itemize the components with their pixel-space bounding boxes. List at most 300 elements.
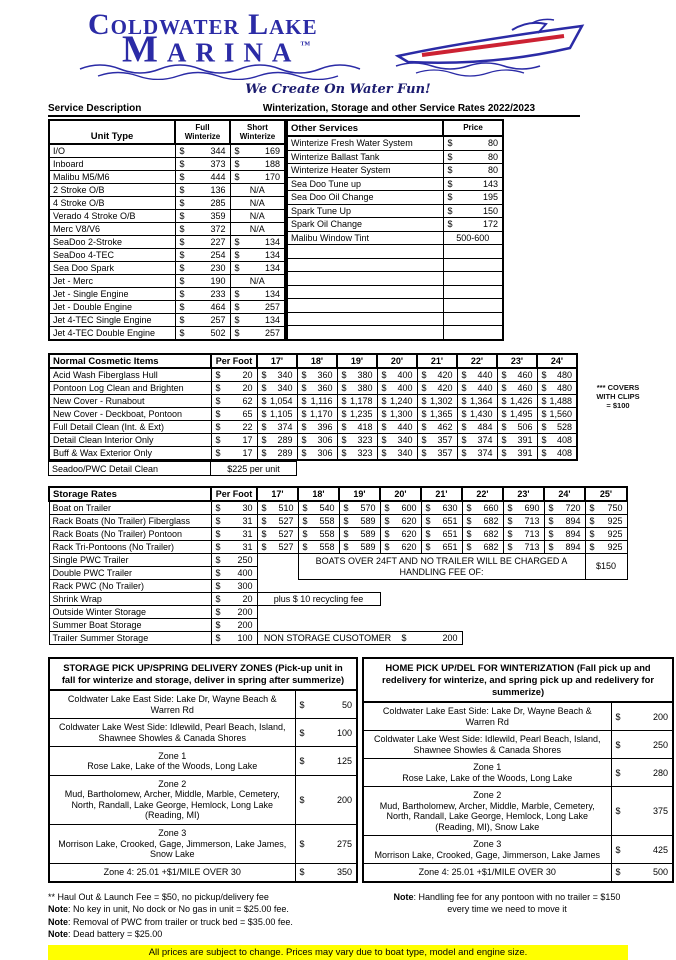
table-header-row <box>49 120 285 144</box>
price-cell: $ 396 <box>297 421 337 434</box>
winterize-row <box>49 223 285 236</box>
service-name-cell: Spark Oil Change <box>287 218 443 232</box>
price-cell: $ 50 <box>295 690 357 719</box>
short-winterize-cell: N/A <box>230 223 285 236</box>
zone-description-cell: Zone 4: 25.01 +$1/MILE OVER 30 <box>49 863 295 881</box>
storage-section <box>48 486 676 645</box>
per-foot-header: Per Foot <box>211 354 257 368</box>
price-disclaimer-banner: All prices are subject to change. Prices may vary due to boat type, model and engine size. <box>48 945 628 960</box>
price-cell: $ 558 <box>298 541 339 554</box>
service-name-cell: Malibu Window Tint <box>287 231 443 245</box>
zone-description-cell: Coldwater Lake East Side: Lake Dr, Wayne Beach & Warren Rd <box>49 690 295 719</box>
full-winterize-cell: $ 230 <box>175 262 230 275</box>
short-winterize-cell: N/A <box>230 210 285 223</box>
price-cell: $ 651 <box>421 541 462 554</box>
non-storage-customer-price: $ 200 <box>401 632 458 643</box>
short-winterize-cell: $ 257 <box>230 327 285 341</box>
price-cell: $ 1,235 <box>337 408 377 421</box>
price-cell: $ 713 <box>503 515 544 528</box>
per-foot-cell: $ 20 <box>211 382 257 395</box>
size-header-22: 22' <box>462 487 503 501</box>
price-cell: $ 651 <box>421 515 462 528</box>
short-winterize-cell: $ 169 <box>230 144 285 158</box>
zone-description-cell: Coldwater Lake West Side: Idlewild, Pearl Beach, Island, Shawnee Showles & Canada Shores <box>49 719 295 747</box>
storage-row <box>49 541 627 554</box>
storage-title-header: Storage Rates <box>49 487 211 501</box>
price-cell: $ 1,426 <box>497 395 537 408</box>
storage-row <box>49 528 627 541</box>
price-cell: $ 340 <box>257 382 297 395</box>
short-winterize-cell: $ 134 <box>230 262 285 275</box>
service-name-cell <box>287 285 443 299</box>
price-cell: $ 527 <box>257 515 298 528</box>
handling-fee-note: BOATS OVER 24FT AND NO TRAILER WILL BE CHARGED A HANDLING FEE OF: <box>298 554 585 580</box>
price-cell: $ 360 <box>297 382 337 395</box>
price-cell: $ 323 <box>337 447 377 461</box>
price-cell: $ 100 <box>211 632 257 645</box>
price-cell: $ 894 <box>544 515 585 528</box>
price-cell: $ 460 <box>497 382 537 395</box>
zone-description-cell: Zone 3 Morrison Lake, Crooked, Gage, Jimmerson, Lake James, Snow Lake <box>49 825 295 864</box>
price-cell: $ 630 <box>421 501 462 515</box>
service-row <box>287 204 503 218</box>
item-name-cell: Detail Clean Interior Only <box>49 434 211 447</box>
price-cell: $ 713 <box>503 541 544 554</box>
price-cell <box>443 285 503 299</box>
service-name-cell <box>287 312 443 326</box>
price-cell: $ 440 <box>377 421 417 434</box>
table-row <box>49 619 627 632</box>
price-cell: $ 374 <box>457 434 497 447</box>
price-cell: $ 80 <box>443 136 503 150</box>
winterize-rates-table <box>48 119 286 341</box>
size-header-20: 20' <box>380 487 421 501</box>
item-name-cell: Acid Wash Fiberglass Hull <box>49 368 211 382</box>
full-winterize-cell: $ 444 <box>175 171 230 184</box>
winterize-row <box>49 144 285 158</box>
logo-line2: Marina™ <box>122 28 311 71</box>
price-cell <box>443 326 503 340</box>
price-cell: $ 528 <box>537 421 577 434</box>
zone-row <box>49 690 357 719</box>
zone-row <box>49 719 357 747</box>
price-cell: $ 570 <box>339 501 380 515</box>
covers-with-clips-note: *** COVERS WITH CLIPS = $100 <box>596 383 640 410</box>
price-cell: $ 620 <box>380 541 421 554</box>
winterize-row <box>49 184 285 197</box>
service-row <box>287 245 503 259</box>
winterize-row <box>49 249 285 262</box>
unit-type-cell: 2 Stroke O/B <box>49 184 175 197</box>
zone-description-cell: Zone 3 Morrison Lake, Crooked, Gage, Jimmerson, Lake James <box>363 836 611 864</box>
unit-type-cell: 4 Stroke O/B <box>49 197 175 210</box>
note-line: Note: Dead battery = $25.00 <box>48 929 163 939</box>
full-winterize-cell: $ 136 <box>175 184 230 197</box>
price-cell <box>443 299 503 313</box>
service-row <box>287 299 503 313</box>
item-name-cell: Single PWC Trailer <box>49 554 211 567</box>
price-cell: $ 620 <box>380 515 421 528</box>
price-cell: $ 1,170 <box>297 408 337 421</box>
service-row <box>287 326 503 340</box>
price-cell: $ 690 <box>503 501 544 515</box>
price-cell: $ 1,488 <box>537 395 577 408</box>
price-cell: $ 540 <box>298 501 339 515</box>
price-cell: $ 380 <box>337 368 377 382</box>
non-storage-customer-cell <box>257 632 462 645</box>
item-name-cell: Rack Boats (No Trailer) Fiberglass <box>49 515 211 528</box>
winterize-row <box>49 275 285 288</box>
price-cell: $ 391 <box>497 447 537 461</box>
size-header-25: 25' <box>585 487 627 501</box>
price-cell <box>443 312 503 326</box>
price-cell: $ 558 <box>298 515 339 528</box>
full-winterize-cell: $ 254 <box>175 249 230 262</box>
price-cell: $ 408 <box>537 434 577 447</box>
price-cell: $ 323 <box>337 434 377 447</box>
price-cell: $ 506 <box>497 421 537 434</box>
other-services-header: Other Services <box>287 120 443 136</box>
cosmetic-row <box>49 421 577 434</box>
storage-special-rows <box>49 554 627 645</box>
price-cell: $ 500 <box>611 864 673 882</box>
price-cell: $ 195 <box>443 191 503 205</box>
price-cell: $ 1,364 <box>457 395 497 408</box>
price-cell: $ 289 <box>257 447 297 461</box>
winterize-row <box>49 314 285 327</box>
zone-row <box>49 775 357 824</box>
zone-description-cell: Zone 2 Mud, Bartholomew, Archer, Middle, Marble, Cemetery, North, Randall, Lake George, Hemlock, Long Lake (Reading, MI), Snow Lake <box>363 787 611 836</box>
price-cell: $ 682 <box>462 515 503 528</box>
item-name-cell: Boat on Trailer <box>49 501 211 515</box>
short-winterize-cell: $ 134 <box>230 314 285 327</box>
table-row <box>49 554 627 567</box>
cosmetic-row <box>49 447 577 461</box>
cosmetic-row <box>49 434 577 447</box>
zone-description-cell: Coldwater Lake East Side: Lake Dr, Wayne Beach & Warren Rd <box>363 702 611 731</box>
winterize-row <box>49 327 285 341</box>
price-cell: $ 894 <box>544 541 585 554</box>
winterize-section <box>48 119 676 341</box>
price-cell: $ 462 <box>417 421 457 434</box>
price-cell: $ 418 <box>337 421 377 434</box>
full-winterize-cell: $ 372 <box>175 223 230 236</box>
size-header-19: 19' <box>339 487 380 501</box>
short-winterize-cell: $ 170 <box>230 171 285 184</box>
table-row <box>49 606 627 619</box>
price-cell <box>443 245 503 259</box>
price-cell: $ 340 <box>377 447 417 461</box>
short-winterize-cell: $ 134 <box>230 288 285 301</box>
short-winterize-cell: N/A <box>230 275 285 288</box>
price-cell: $ 925 <box>585 528 627 541</box>
service-row <box>287 258 503 272</box>
table-header-row <box>49 658 357 690</box>
note-line: Note: No key in unit, No dock or No gas in unit = $25.00 fee. <box>48 904 289 914</box>
winterize-row <box>49 210 285 223</box>
storage-pickup-zones-table <box>48 657 358 883</box>
full-winterize-header: Full Winterize <box>175 120 230 144</box>
zone-row <box>363 702 673 731</box>
price-cell: $ 250 <box>211 554 257 567</box>
full-winterize-cell: $ 344 <box>175 144 230 158</box>
size-header-23: 23' <box>503 487 544 501</box>
zone-row <box>49 747 357 775</box>
cosmetic-row <box>49 395 577 408</box>
per-foot-header: Per Foot <box>211 487 257 501</box>
unit-type-cell: I/O <box>49 144 175 158</box>
size-header-18: 18' <box>298 487 339 501</box>
winterize-row <box>49 301 285 314</box>
service-name-cell: Winterize Heater System <box>287 164 443 178</box>
per-foot-cell: $ 17 <box>211 447 257 461</box>
full-winterize-cell: $ 233 <box>175 288 230 301</box>
zone-row <box>363 759 673 787</box>
price-cell: $ 420 <box>417 382 457 395</box>
item-name-cell: Summer Boat Storage <box>49 619 211 632</box>
service-row <box>287 164 503 178</box>
item-name-cell: Buff & Wax Exterior Only <box>49 447 211 461</box>
unit-type-cell: Jet 4-TEC Single Engine <box>49 314 175 327</box>
price-cell: $ 660 <box>462 501 503 515</box>
price-cell: $ 1,302 <box>417 395 457 408</box>
item-name-cell: Pontoon Log Clean and Brighten <box>49 382 211 395</box>
storage-rates-table <box>48 486 628 645</box>
price-cell: $ 713 <box>503 528 544 541</box>
price-cell: $ 150 <box>443 204 503 218</box>
per-foot-cell: $ 65 <box>211 408 257 421</box>
price-cell: $ 408 <box>537 447 577 461</box>
short-winterize-cell: N/A <box>230 197 285 210</box>
service-name-cell <box>287 258 443 272</box>
cosmetic-row <box>49 368 577 382</box>
price-cell: $ 720 <box>544 501 585 515</box>
per-foot-cell: $ 22 <box>211 421 257 434</box>
price-cell: $ 558 <box>298 528 339 541</box>
other-services-table <box>286 119 504 341</box>
price-cell: $ 289 <box>257 434 297 447</box>
price-cell: $ 1,178 <box>337 395 377 408</box>
price-cell: $ 340 <box>257 368 297 382</box>
short-winterize-cell: $ 134 <box>230 249 285 262</box>
price-cell: $ 682 <box>462 541 503 554</box>
price-cell: $ 360 <box>297 368 337 382</box>
price-cell: $ 250 <box>611 731 673 759</box>
item-name-cell: Shrink Wrap <box>49 593 211 606</box>
per-foot-cell: $ 20 <box>211 368 257 382</box>
item-name-cell: New Cover - Runabout <box>49 395 211 408</box>
per-foot-cell: $ 62 <box>211 395 257 408</box>
zone-description-cell: Zone 1 Rose Lake, Lake of the Woods, Long Lake <box>49 747 295 775</box>
winterize-row <box>49 197 285 210</box>
price-cell: $ 400 <box>377 368 417 382</box>
storage-pickup-zones-header: STORAGE PICK UP/SPRING DELIVERY ZONES (Pick-up unit in fall for winterize and storage, deliver in spring after summerize) <box>49 658 357 690</box>
price-cell: $ 1,116 <box>297 395 337 408</box>
price-cell: $ 440 <box>457 382 497 395</box>
price-cell: $ 200 <box>295 775 357 824</box>
full-winterize-cell: $ 227 <box>175 236 230 249</box>
full-winterize-cell: $ 373 <box>175 158 230 171</box>
price-cell: $225 per unit <box>211 462 297 476</box>
page-title: Winterization, Storage and other Service Rates 2022/2023 <box>262 103 536 114</box>
price-cell: $ 589 <box>339 528 380 541</box>
price-cell: $ 350 <box>295 863 357 881</box>
size-header-18: 18' <box>297 354 337 368</box>
zone-row <box>363 836 673 864</box>
service-name-cell: Spark Tune Up <box>287 204 443 218</box>
table-header-row <box>49 354 577 368</box>
price-cell: $ 357 <box>417 447 457 461</box>
per-foot-cell: $ 31 <box>211 541 257 554</box>
price-cell: $ 527 <box>257 528 298 541</box>
price-cell: $ 20 <box>211 593 257 606</box>
per-foot-cell: $ 17 <box>211 434 257 447</box>
service-row <box>287 285 503 299</box>
logo <box>0 0 676 74</box>
item-name-cell: Double PWC Trailer <box>49 567 211 580</box>
price-cell: $ 620 <box>380 528 421 541</box>
price-cell: $ 925 <box>585 541 627 554</box>
zone-description-cell: Coldwater Lake West Side: Idlewild, Pearl Beach, Island, Shawnee Showles & Canada Shores <box>363 731 611 759</box>
size-header-17: 17' <box>257 354 297 368</box>
price-cell: $ 1,300 <box>377 408 417 421</box>
unit-type-cell: SeaDoo 2-Stroke <box>49 236 175 249</box>
price-cell: $ 682 <box>462 528 503 541</box>
per-foot-cell: $ 31 <box>211 528 257 541</box>
service-name-cell <box>287 245 443 259</box>
size-header-17: 17' <box>257 487 298 501</box>
short-winterize-header: Short Winterize <box>230 120 285 144</box>
size-header-21: 21' <box>417 354 457 368</box>
price-cell: $ 651 <box>421 528 462 541</box>
note-line: Note: Removal of PWC from trailer or truck bed = $35.00 fee. <box>48 916 293 927</box>
price-cell: $ 375 <box>611 787 673 836</box>
size-header-23: 23' <box>497 354 537 368</box>
service-name-cell: Sea Doo Oil Change <box>287 191 443 205</box>
table-row <box>49 580 627 593</box>
price-cell: $ 357 <box>417 434 457 447</box>
size-header-24: 24' <box>537 354 577 368</box>
winterize-row <box>49 158 285 171</box>
unit-type-cell: Jet - Merc <box>49 275 175 288</box>
service-row <box>287 177 503 191</box>
price-cell: $ 380 <box>337 382 377 395</box>
price-cell: $ 1,430 <box>457 408 497 421</box>
seadoo-detail-row <box>48 461 297 476</box>
size-header-19: 19' <box>337 354 377 368</box>
per-foot-cell: $ 30 <box>211 501 257 515</box>
short-winterize-cell: N/A <box>230 184 285 197</box>
full-winterize-cell: $ 257 <box>175 314 230 327</box>
winterize-row <box>49 171 285 184</box>
service-name-cell: Sea Doo Tune up <box>287 177 443 191</box>
home-pickup-table <box>362 657 674 883</box>
size-header-24: 24' <box>544 487 585 501</box>
winterize-row <box>49 262 285 275</box>
speedboat-icon <box>392 14 588 78</box>
storage-row <box>49 515 627 528</box>
cosmetic-items-table <box>48 353 578 461</box>
price-cell: $ 300 <box>211 580 257 593</box>
service-name-cell <box>287 326 443 340</box>
table-header-row <box>363 658 673 702</box>
item-name-cell: New Cover - Deckboat, Pontoon <box>49 408 211 421</box>
cosmetic-section <box>48 353 676 476</box>
price-cell: $ 484 <box>457 421 497 434</box>
table-row <box>49 632 627 645</box>
home-pickup-header: HOME PICK UP/DEL FOR WINTERIZATION (Fall pick up and redelivery for winterize, and spring pick up and redelivery for summerize) <box>363 658 673 702</box>
price-cell: $ 200 <box>211 606 257 619</box>
storage-row <box>49 501 627 515</box>
price-cell: $ 925 <box>585 515 627 528</box>
table-row <box>49 462 297 476</box>
zone-row <box>49 863 357 881</box>
table-header-row <box>49 487 627 501</box>
full-winterize-cell: $ 359 <box>175 210 230 223</box>
price-cell: $ 1,495 <box>497 408 537 421</box>
price-cell: $ 480 <box>537 368 577 382</box>
price-cell: $ 440 <box>457 368 497 382</box>
price-cell: $ 143 <box>443 177 503 191</box>
price-cell: $ 280 <box>611 759 673 787</box>
logo-line1: Coldwater Lake <box>88 8 318 41</box>
price-cell: $ 425 <box>611 836 673 864</box>
price-cell: $ 172 <box>443 218 503 232</box>
table-header-row <box>287 120 503 136</box>
cosmetic-row <box>49 408 577 421</box>
price-cell: $ 420 <box>417 368 457 382</box>
short-winterize-cell: $ 134 <box>230 236 285 249</box>
unit-type-cell: Jet - Single Engine <box>49 288 175 301</box>
haul-out-note: ** Haul Out & Launch Fee = $50, no pickup/delivery fee <box>48 891 269 902</box>
unit-type-cell: Inboard <box>49 158 175 171</box>
cosmetic-row <box>49 382 577 395</box>
cosmetic-title-header: Normal Cosmetic Items <box>49 354 211 368</box>
price-cell: $ 1,560 <box>537 408 577 421</box>
service-row <box>287 218 503 232</box>
service-row <box>287 312 503 326</box>
price-cell: $ 100 <box>295 719 357 747</box>
full-winterize-cell: $ 502 <box>175 327 230 341</box>
per-foot-cell: $ 31 <box>211 515 257 528</box>
price-cell: $ 200 <box>611 702 673 731</box>
zone-row <box>363 731 673 759</box>
price-cell: $ 275 <box>295 825 357 864</box>
price-cell: $ 1,054 <box>257 395 297 408</box>
price-cell: 500-600 <box>443 231 503 245</box>
service-name-cell: Winterize Ballast Tank <box>287 150 443 164</box>
price-header: Price <box>443 120 503 136</box>
non-storage-customer-label: NON STORAGE CUSOTOMER <box>263 632 392 643</box>
service-row <box>287 272 503 286</box>
service-name-cell: Winterize Fresh Water System <box>287 136 443 150</box>
service-description-label: Service Description <box>48 103 142 114</box>
unit-type-cell: SeaDoo 4-TEC <box>49 249 175 262</box>
price-cell: $ 306 <box>297 447 337 461</box>
service-row <box>287 231 503 245</box>
zone-row <box>49 825 357 864</box>
full-winterize-cell: $ 464 <box>175 301 230 314</box>
zone-row <box>363 864 673 882</box>
price-cell: $ 589 <box>339 541 380 554</box>
item-name-cell: Rack Boats (No Trailer) Pontoon <box>49 528 211 541</box>
price-cell: $ 80 <box>443 164 503 178</box>
price-cell: $ 80 <box>443 150 503 164</box>
item-name-cell: Rack PWC (No Trailer) <box>49 580 211 593</box>
service-name-cell <box>287 272 443 286</box>
unit-type-header: Unit Type <box>49 120 175 144</box>
price-cell: $ 391 <box>497 434 537 447</box>
